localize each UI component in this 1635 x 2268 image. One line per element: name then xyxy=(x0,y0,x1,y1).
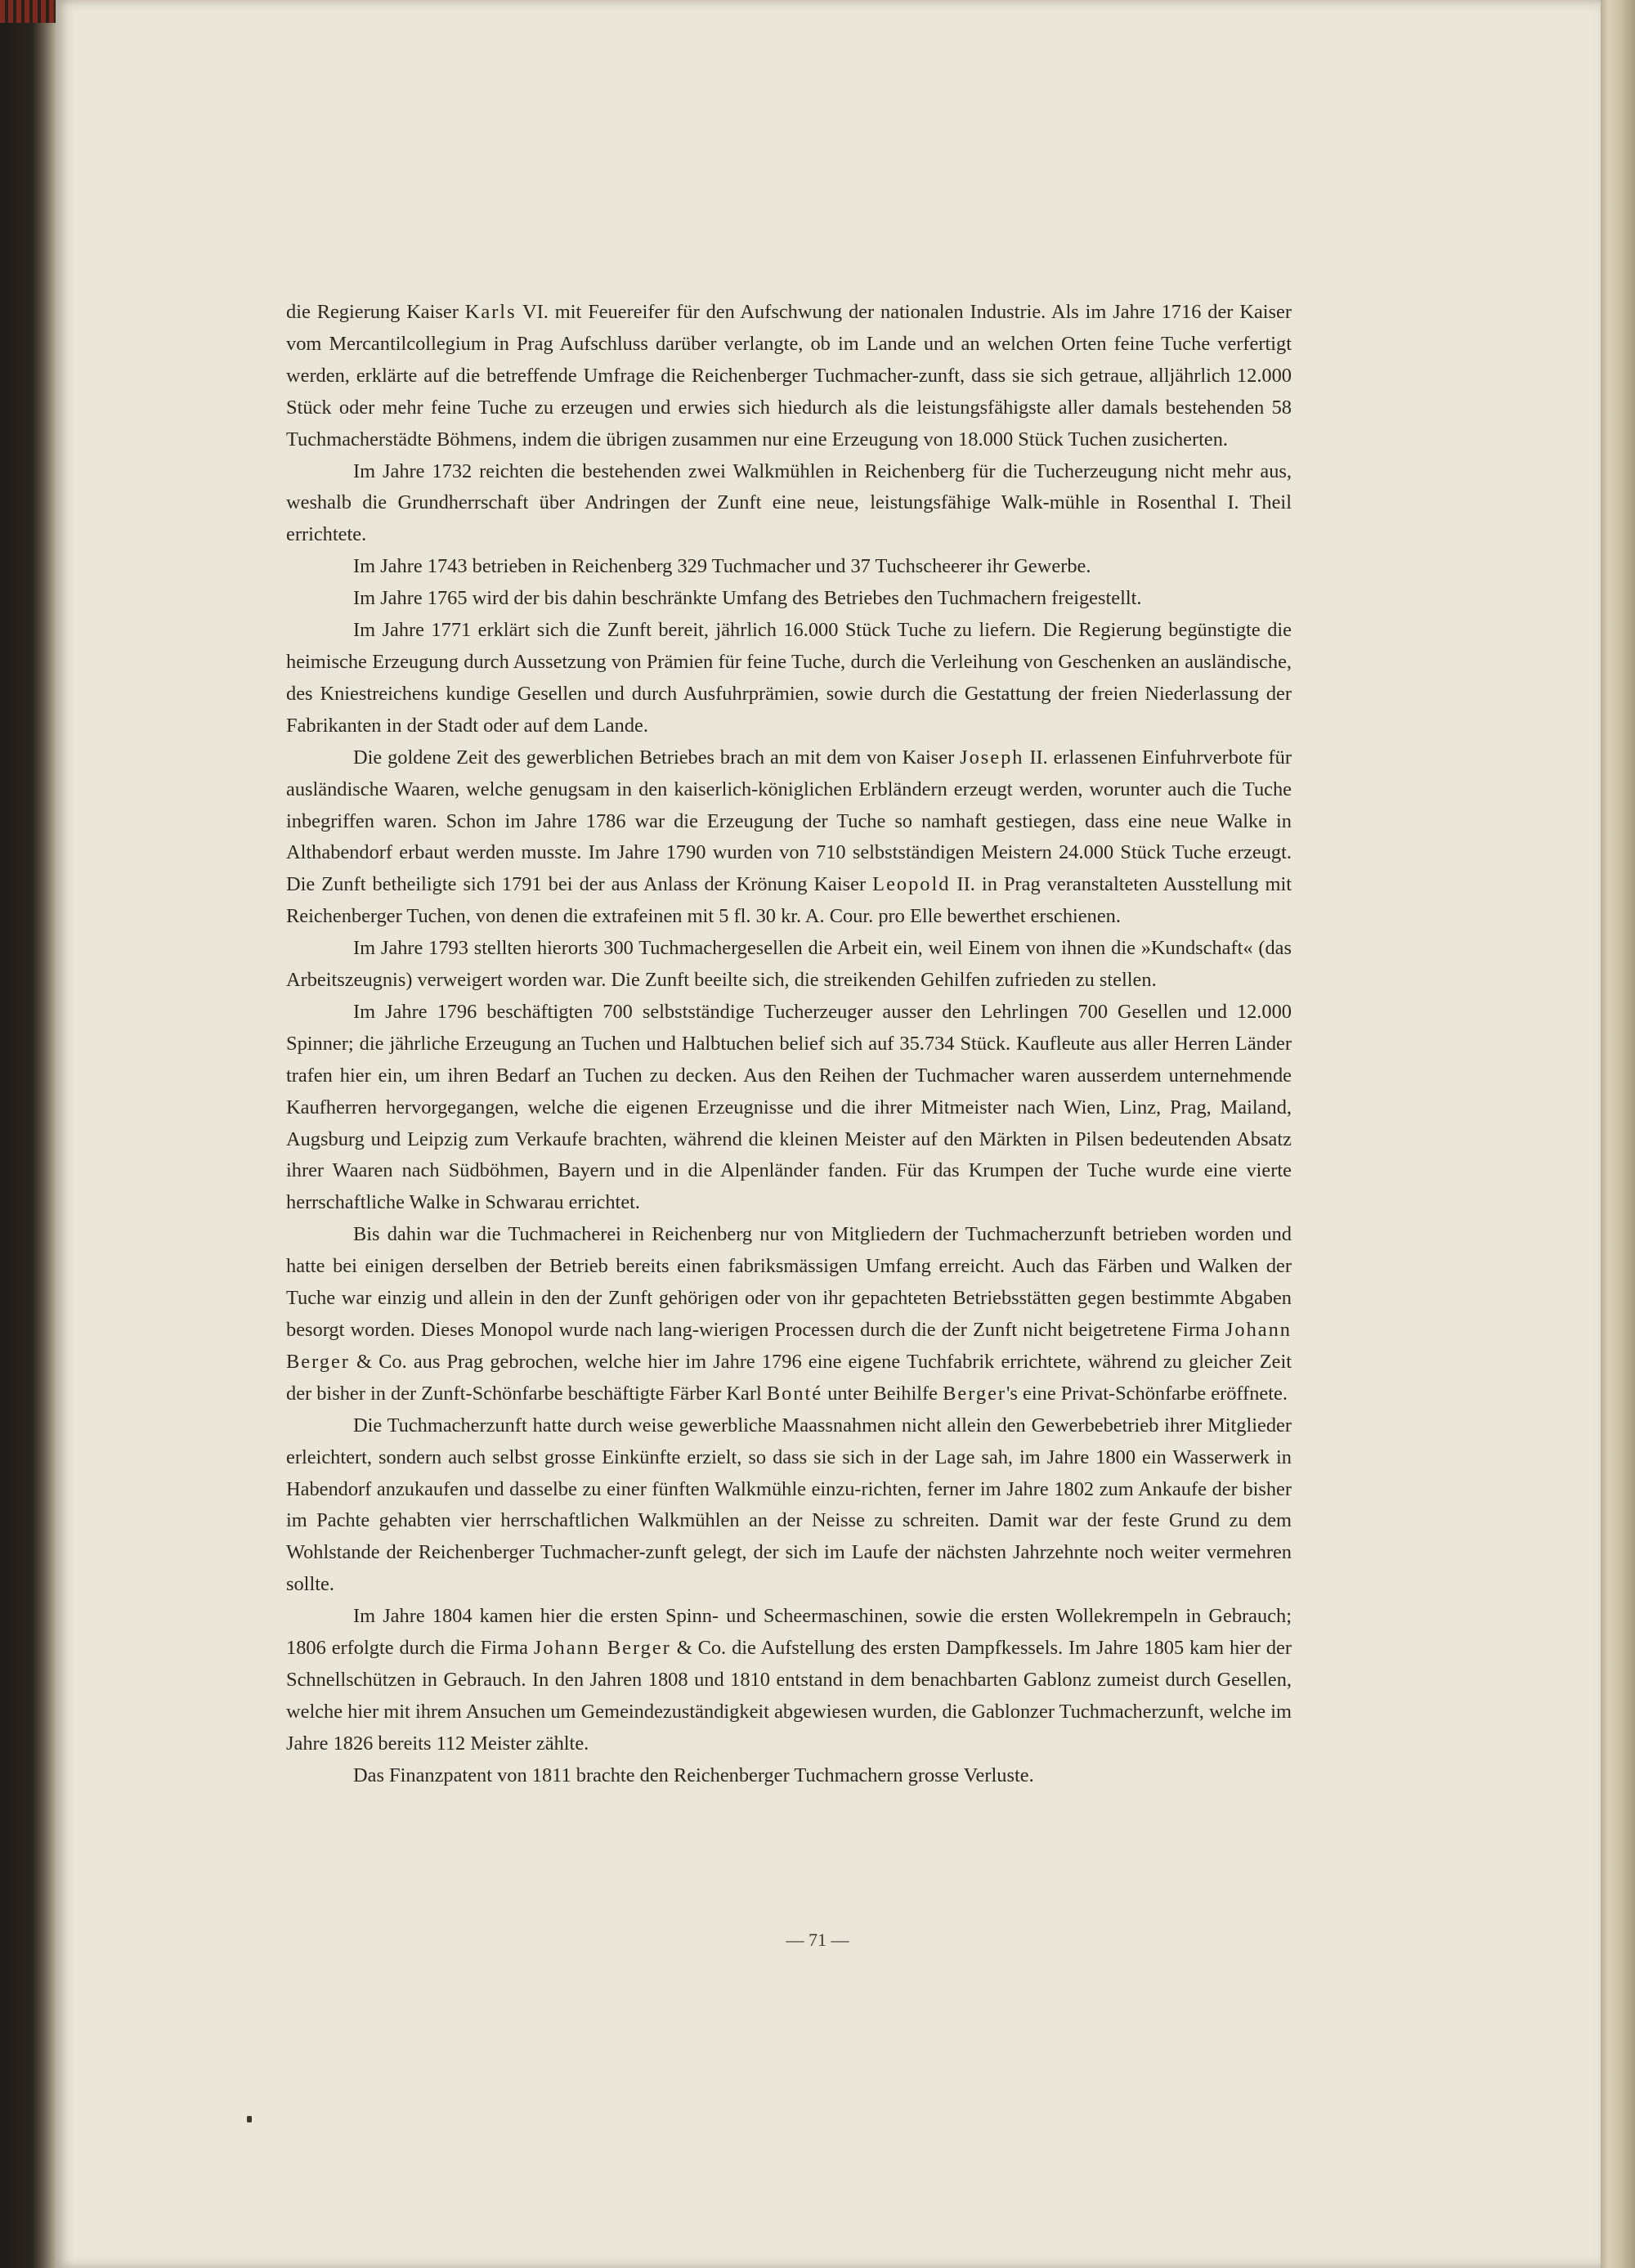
body-text xyxy=(286,297,1292,1792)
binding-ribbon xyxy=(0,0,57,23)
spaced-name: Karls xyxy=(464,301,517,323)
spaced-name: Berger xyxy=(943,1382,1007,1405)
spaced-name: Leopold xyxy=(872,873,951,896)
scan-binding-edge xyxy=(0,0,57,2268)
spaced-name: Joseph xyxy=(960,746,1024,769)
paragraph xyxy=(286,1410,1292,1601)
paragraph xyxy=(286,742,1292,933)
paragraph xyxy=(286,551,1292,583)
text-run: Im Jahre 1743 betrieben in Reichenberg 329 Tuchmacher und 37 Tuchscheerer ihr Gewerbe. xyxy=(353,555,1091,578)
text-run: Im Jahre 1732 reichten die bestehenden zwei Walkmühlen in Reichenberg für die Tucherzeugung nicht mehr aus, weshalb die Grundherrschaft über Andringen der Zunft eine neue, leistungsfähige Walk-mühle in Rosenthal I. Theil errichtete. xyxy=(286,459,1292,546)
scan-speck xyxy=(247,2116,252,2122)
paragraph xyxy=(286,1760,1292,1792)
text-run: Im Jahre 1796 beschäftigten 700 selbstständige Tucherzeuger ausser den Lehrlingen 700 Gesellen und 12.000 Spinner; die jährliche Erzeugung an Tuchen und Halbtuchen belief sich auf 35.734 Stück. Kaufleute aus aller Herren Länder trafen hier ein, um ihren Bedarf an Tuchen zu decken. Aus den Reihen der Tuchmacher waren ausserdem unternehmende Kaufherren hervorgegangen, welche die eigenen Erzeugnisse und die ihrer Mitmeister nach Wien, Linz, Prag, Mailand, Augsburg und Leipzig zum Verkaufe brachten, während die kleinen Meister auf den Märkten in Pilsen bedeutenden Absatz ihrer Waaren nach Südböhmen, Bayern und in die Alpenländer fanden. Für das Krumpen der Tuche wurde eine vierte herrschaftliche Walke in Schwarau errichtet. xyxy=(286,1000,1292,1214)
text-run: die Regierung Kaiser xyxy=(286,301,465,323)
paragraph xyxy=(286,583,1292,615)
text-run: Im Jahre 1793 stellten hierorts 300 Tuchmachergesellen die Arbeit ein, weil Einem von ihnen die »Kundschaft« (das Arbeitszeugnis) verweigert worden war. Die Zunft beeilte sich, die streikenden Gehilfen zufrieden zu stellen. xyxy=(286,937,1292,992)
spaced-name: Johann Berger xyxy=(533,1637,671,1660)
text-run: & Co. aus Prag gebrochen, welche hier im Jahre 1796 eine eigene Tuchfabrik errichtete, während zu gleicher Zeit der bisher in der Zunft-Schönfarbe beschäftigte Färber Karl xyxy=(286,1350,1292,1405)
paragraph xyxy=(286,997,1292,1219)
paragraph xyxy=(286,297,1292,456)
paragraph xyxy=(286,1601,1292,1760)
text-run: VI. mit Feuereifer für den Aufschwung der nationalen Industrie. Als im Jahre 1716 der Kaiser vom Mercantilcollegium in Prag Aufschluss darüber verlangte, ob im Lande und an welchen Orten feine Tuche verfertigt werden, erklärte auf die betreffende Umfrage die Reichenberger Tuchmacher-zunft, dass sie sich getraue, alljährlich 12.000 Stück oder mehr feine Tuche zu erzeugen und erwies sich hiedurch als die leistungsfähigste aller damals bestehenden 58 Tuchmacherstädte Böhmens, indem die übrigen zusammen nur eine Erzeugung von 18.000 Stück Tuchen zusicherten. xyxy=(286,301,1292,450)
text-run: unter Beihilfe xyxy=(822,1382,943,1405)
text-run: II. erlassenen Einfuhrverbote für ausländische Waaren, welche genugsam in den kaiserlich-königlichen Erbländern erzeugt werden, worunter auch die Tuche inbegriffen waren. Schon im Jahre 1786 war die Erzeugung der Tuche so namhaft gestiegen, dass eine neue Walke in Althabendorf erbaut werden musste. Im Jahre 1790 wurden von 710 selbstständigen Meistern 24.000 Stück Tuche erzeugt. Die Zunft betheiligte sich 1791 bei der aus Anlass der Krönung Kaiser xyxy=(286,746,1292,896)
text-run: Im Jahre 1804 kamen hier die ersten Spinn- und Scheermaschinen, sowie die ersten Wollekrempeln in Gebrauch; 1806 erfolgte durch die Firma xyxy=(286,1605,1292,1660)
spaced-name: Johann Berger xyxy=(286,1319,1292,1373)
text-run: & Co. die Aufstellung des ersten Dampfkessels. Im Jahre 1805 kam hier der Schnellschützen in Gebrauch. In den Jahren 1808 und 1810 entstand in dem benachbarten Gablonz zumeist durch Gesellen, welche hier mit ihrem Ansuchen um Gemeindezuständigkeit abgewiesen wurden, die Gablonzer Tuchmacherzunft, welche im Jahre 1826 bereits 112 Meister zählte. xyxy=(286,1637,1292,1755)
text-run: Im Jahre 1771 erklärt sich die Zunft bereit, jährlich 16.000 Stück Tuche zu liefern. Die Regierung begünstigte die heimische Erzeugung durch Aussetzung von Prämien für feine Tuche, durch die Verleihung von Geschenken an ausländische, des Kniestreichens kundige Gesellen und durch Ausfuhrprämien, sowie durch die Gestattung der freien Niederlassung der Fabrikanten in der Stadt oder auf dem Lande. xyxy=(286,619,1292,737)
text-run: Das Finanzpatent von 1811 brachte den Reichenberger Tuchmachern grosse Verluste. xyxy=(353,1764,1034,1786)
paragraph xyxy=(286,456,1292,552)
paragraph xyxy=(286,933,1292,997)
text-run: II. in Prag veranstalteten Ausstellung mit Reichenberger Tuchen, von denen die extrafeinen mit 5 fl. 30 kr. A. Cour. pro Elle bewerthet erschienen. xyxy=(286,873,1292,928)
spaced-name: Bonté xyxy=(766,1382,823,1405)
paragraph xyxy=(286,1219,1292,1410)
scan-page-edge xyxy=(1601,0,1635,2268)
text-run: Im Jahre 1765 wird der bis dahin beschränkte Umfang des Betriebes den Tuchmachern freigestellt. xyxy=(353,587,1142,610)
text-run: Die Tuchmacherzunft hatte durch weise gewerbliche Maassnahmen nicht allein den Gewerbebetrieb ihrer Mitglieder erleichtert, sondern auch selbst grosse Einkünfte erzielt, so dass sie sich in der Lage sah, im Jahre 1800 ein Wasserwerk in Habendorf anzukaufen und dasselbe zu einer fünften Walkmühle einzu-richten, ferner im Jahre 1802 zum Ankaufe der bisher im Pachte gehabten vier herrschaftlichen Walkmühlen an der Neisse zu schreiten. Damit war der feste Grund zu dem Wohlstande der Reichenberger Tuchmacher-zunft gelegt, der sich im Laufe der nächsten Jahrzehnte noch weiter vermehren sollte. xyxy=(286,1414,1292,1596)
text-run: Die goldene Zeit des gewerblichen Betriebes brach an mit dem von Kaiser xyxy=(353,746,961,769)
text-run: Bis dahin war die Tuchmacherei in Reichenberg nur von Mitgliedern der Tuchmacherzunft betrieben worden und hatte bei einigen derselben der Betrieb bereits einen fabriksmässigen Umfang erreicht. Auch das Färben und Walken der Tuche war einzig und allein in den der Zunft gehörigen oder von ihr gepachteten Betriebsstätten gegen bestimmte Abgaben besorgt worden. Dieses Monopol wurde nach lang-wierigen Processen durch die der Zunft nicht beigetretene Firma xyxy=(286,1223,1292,1341)
page-number: — 71 — xyxy=(786,1930,849,1950)
paragraph xyxy=(286,615,1292,742)
text-run: 's eine Privat-Schönfarbe eröffnete. xyxy=(1006,1382,1288,1405)
